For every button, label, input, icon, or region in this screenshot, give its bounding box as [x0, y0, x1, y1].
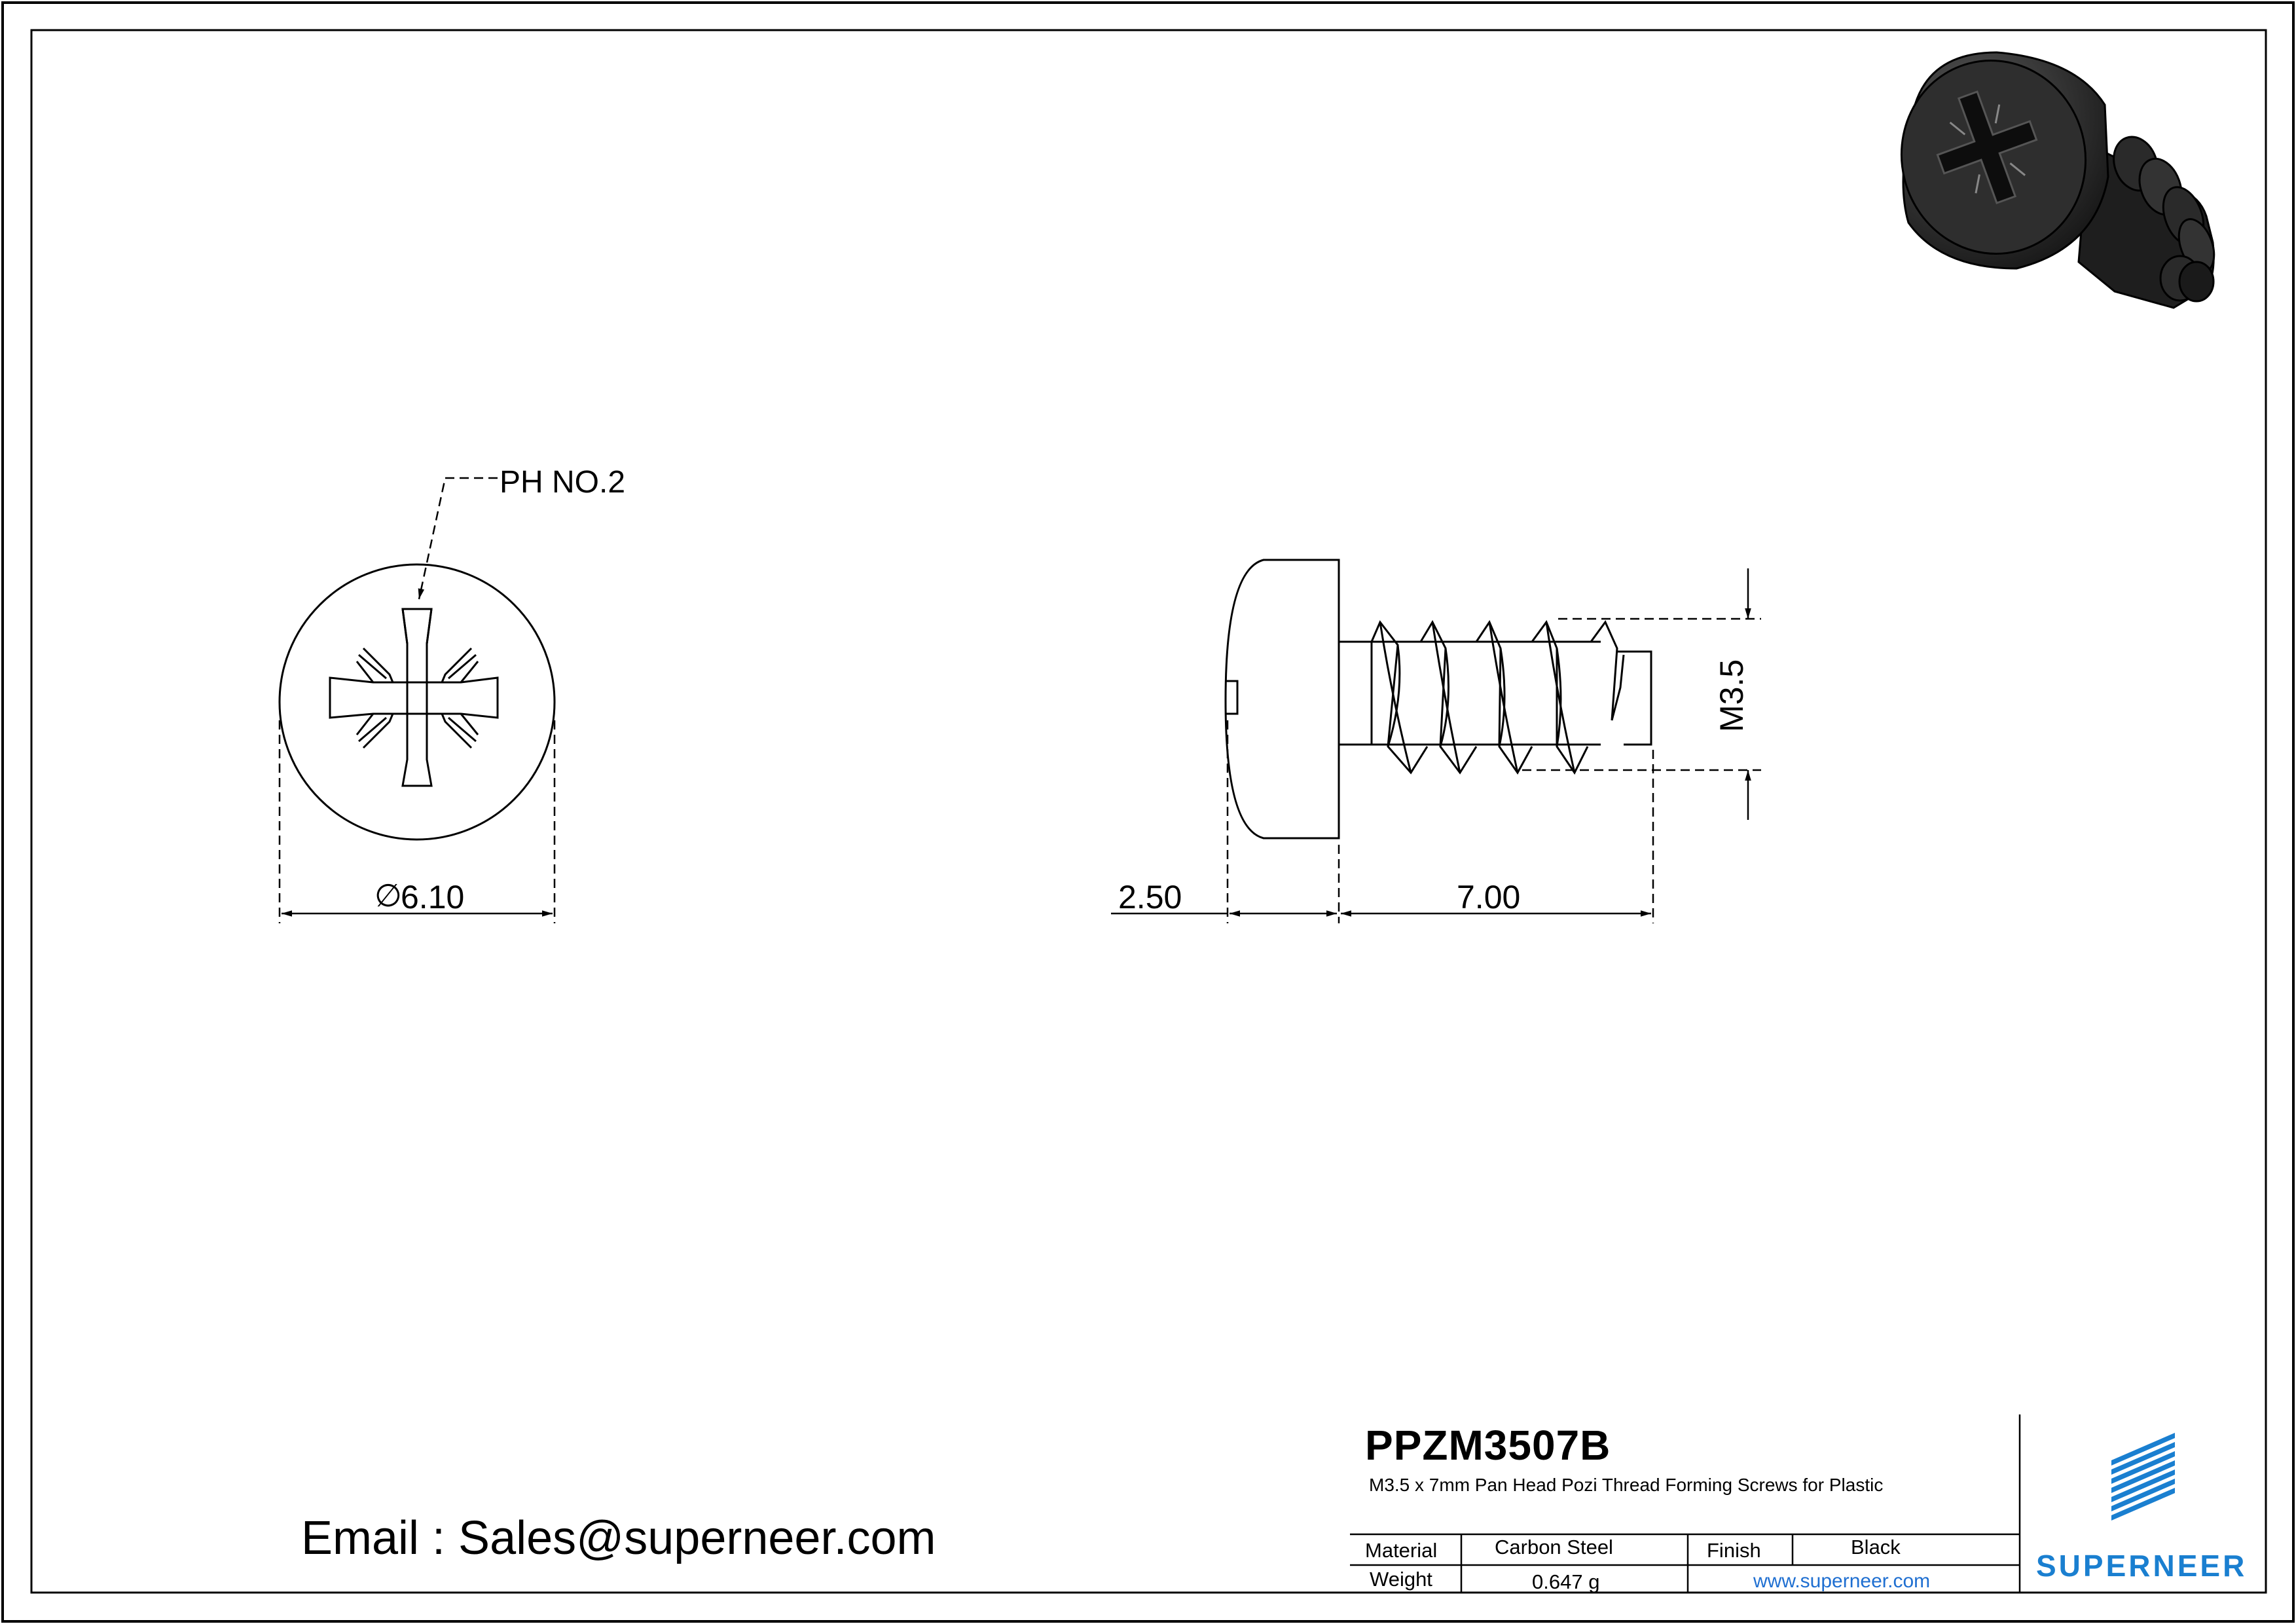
- superneer-logo-mark: [2111, 1433, 2175, 1521]
- finish-label: Finish: [1707, 1539, 1761, 1562]
- superneer-logo-text: SUPERNEER: [2036, 1549, 2248, 1583]
- weight-label: Weight: [1370, 1568, 1432, 1591]
- contact-email[interactable]: Email : Sales@superneer.com: [301, 1512, 936, 1564]
- shank: [1339, 642, 1372, 745]
- finish-value: Black: [1851, 1536, 1901, 1559]
- screw-3d-render: [1880, 40, 2220, 308]
- part-description: M3.5 x 7mm Pan Head Pozi Thread Forming Screws for Plastic: [1369, 1475, 1884, 1495]
- inner-border: [31, 30, 2266, 1593]
- top-view: [280, 564, 555, 840]
- ph-callout-label: PH NO.2: [500, 465, 626, 500]
- material-value: Carbon Steel: [1495, 1536, 1613, 1559]
- part-number: PPZM3507B: [1365, 1422, 1611, 1469]
- weight-value: 0.647 g: [1532, 1570, 1600, 1593]
- website-link[interactable]: www.superneer.com: [1753, 1570, 1931, 1592]
- head-outline-top: [280, 564, 555, 840]
- head-height-value: 2.50: [1118, 879, 1182, 915]
- length-value: 7.00: [1457, 879, 1521, 915]
- threads: [1372, 622, 1624, 773]
- head-side: [1226, 560, 1339, 838]
- diameter-value: 6.10: [401, 879, 465, 915]
- side-dimensions: [1111, 720, 1653, 923]
- pozi-recess: [330, 609, 498, 786]
- thread-size-label: M3.5: [1713, 659, 1750, 732]
- side-view: [1226, 560, 1651, 838]
- ph-callout: [419, 465, 625, 599]
- diameter-symbol: ∅: [374, 879, 402, 913]
- material-label: Material: [1365, 1539, 1438, 1562]
